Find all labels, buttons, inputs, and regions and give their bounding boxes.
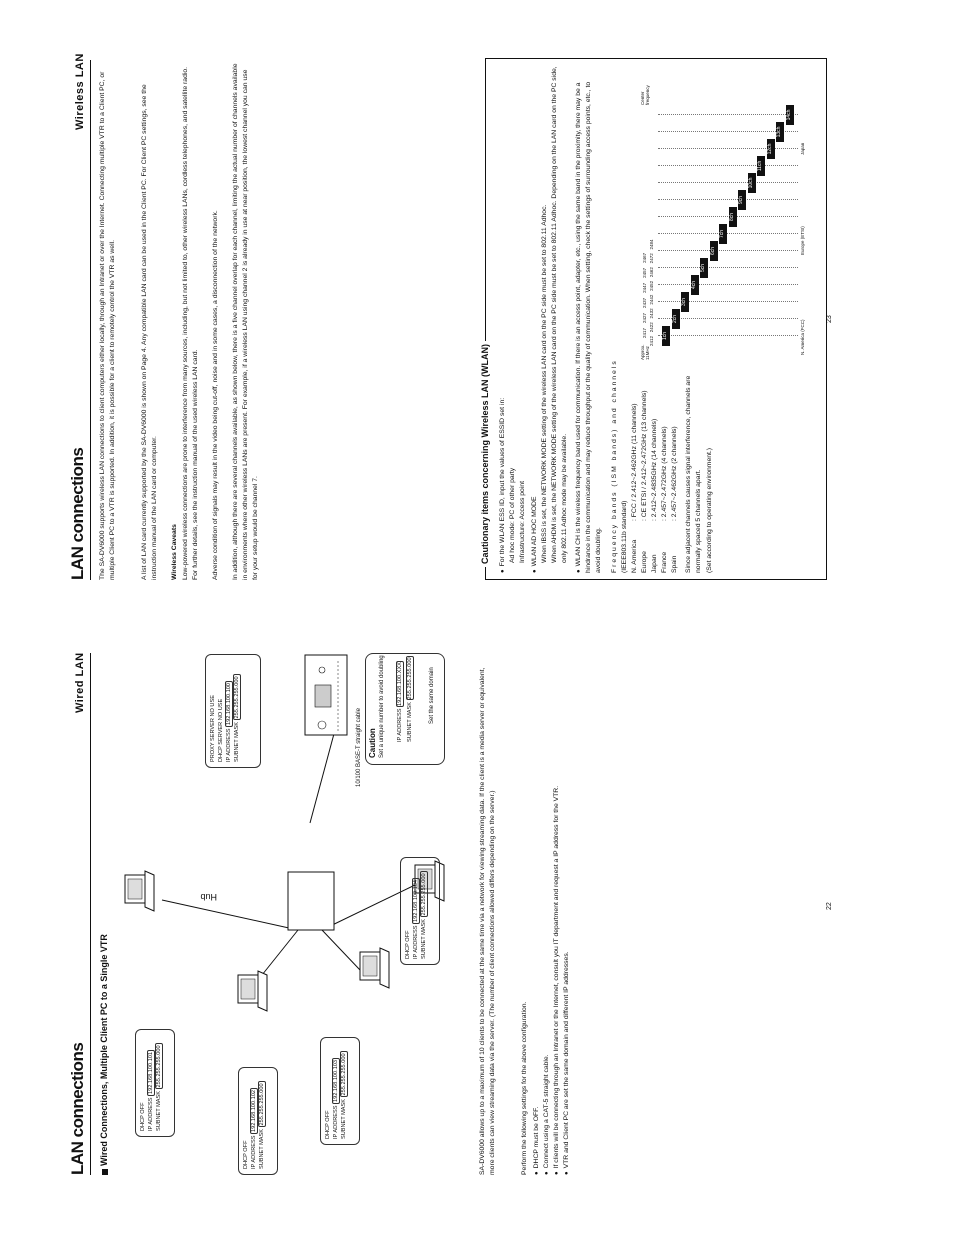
vtr-settings-box <box>205 654 261 768</box>
cable-line <box>322 930 360 970</box>
caveats-paragraph: Low-powered wireless connections are prone to interference from many sources, including, but not limited to, other wireless LANs, cordless telephones, and satellite radio. For further details, see the instruction manual of the used wireless LAN card. <box>182 66 200 580</box>
subnet-mask-row: SUBNET MASK 255.255.255.000 <box>341 1053 347 1139</box>
wired-bullet: ● Connect using a CAT-5 straight cable. <box>542 655 552 1175</box>
left-section-label: Wired LAN <box>74 652 86 713</box>
caution-ip-row: IP ADDRESS 192.168.100.XXX <box>397 662 403 742</box>
ip-address-row: IP ADDRESS 192.168.100.102 <box>251 1089 257 1169</box>
channel-guide-line <box>658 284 798 285</box>
caution-heading: Caution <box>368 728 377 758</box>
wlan-caution-heading: Cautionary items concerning Wireless LAN (WLAN) <box>480 341 490 567</box>
channel-bar: 5ch <box>700 258 708 278</box>
adhoc-ahdm: When AHDM is set, the NETWORK MODE setting of the wireless LAN card on the PC side must be set to 802.11 Adhoc. Depending on the LAN card on the PC side, only 802.11 Adhoc mode may be available. <box>551 66 569 563</box>
channel-guide-line <box>658 250 798 251</box>
vtr-device-icon <box>305 655 347 735</box>
center-frequency-label: Center frequency <box>640 85 650 105</box>
right-title-rule <box>90 60 91 580</box>
channel-guide-line <box>658 114 798 115</box>
freq-standard: (IEEE803.11b standard) <box>621 500 628 573</box>
range-label: Japan <box>800 142 805 155</box>
channel-guide-line <box>658 301 798 302</box>
dhcp-setting: DHCP OFF <box>243 1140 249 1169</box>
caveats-paragraph: In addition, although there are several channels available, as shown below, there is a five channel overlap for each channel, limiting the actual number of channels available in environments where other wireless LANs are present. For example, if a wireless LAN using channel 2 is already in use at near position, the lowest channel you can use for your setup would be channel 7. <box>232 63 260 580</box>
caution-domain-note: Set the same domain <box>429 667 435 724</box>
essid-infrastructure: Infrastructure: Access point <box>519 481 526 563</box>
wired-bullet: ● VTR and Client PC are set the same domain and different IP addresses. <box>562 655 572 1175</box>
channel-bar: 3ch <box>681 292 689 312</box>
channel-guide-line <box>658 233 798 234</box>
proxy-server-setting: PROXY SERVER NO USE <box>210 695 216 762</box>
channel-bar: 6ch <box>710 241 718 261</box>
square-bullet-icon <box>102 1169 108 1175</box>
freq-heading: Frequency bands (ISM bands) and channels <box>611 359 618 573</box>
cable-line <box>310 730 335 823</box>
freq-tick: 2412 <box>649 335 654 346</box>
freq-tick: 2442 <box>649 294 654 305</box>
essid-adhoc: Ad hoc mode: PC of other party <box>509 467 516 563</box>
dhcp-setting: DHCP OFF <box>405 930 411 959</box>
wired-subheading <box>99 934 109 1175</box>
channel-bar: 10ch <box>748 173 756 193</box>
adjacent-channel-note: Since adjacent channels causes signal interference, channels are normally spaced 5 channels apart. <box>685 375 703 573</box>
freq-row: Japan: 2.412~2.4835GHz (14 channels) <box>651 418 658 573</box>
wlan-ch-bullet: ● WLAN CH is the wireless frequency band used for communication. If there is an access point, adapter, etc., using the same band in the proximity, there may be a hindrance in the communication and may reduce throughput or the quality of communication. When setting, check the settings of surrounding access points, etc., to avoid doubling. <box>574 65 605 573</box>
channel-bar: 14ch <box>786 105 794 125</box>
subnet-mask-row: SUBNET MASK 255.255.255.000 <box>156 1045 162 1131</box>
channel-bar: 9ch <box>738 190 746 210</box>
wired-settings-lead: Perform the following settings for the above configuration. <box>521 1001 528 1175</box>
channel-bar: 11ch <box>757 156 765 176</box>
channel-guide-line <box>658 335 798 336</box>
freq-tick: 2472 <box>649 253 654 264</box>
channel-bar: 2ch <box>672 309 680 329</box>
adhoc-bullet: ● WLAN AD HOC MODE <box>530 497 540 574</box>
channel-overlap-chart <box>640 60 820 360</box>
freq-row: Spain: 2.457~2.462GHz (2 channels) <box>671 426 678 573</box>
caution-box <box>365 653 445 765</box>
caution-mask-row: SUBNET MASK 255.255.255.000 <box>407 657 413 742</box>
client-settings-box-2 <box>238 1067 278 1175</box>
freq-tick: 2422 <box>649 322 654 333</box>
freq-tick: 2484 <box>649 239 654 250</box>
channel-bar: 4ch <box>691 275 699 295</box>
adhoc-ibss: When IBSS is set, the NETWORK MODE setting of the wireless LAN card on the PC side must be set to 802.11 Adhoc. <box>541 204 548 563</box>
wired-subheading-text: Wired Connections, Multiple Client PC to a Single VTR <box>99 934 109 1166</box>
freq-tick: 2462 <box>649 267 654 278</box>
cable-line <box>258 930 298 980</box>
channel-guide-line <box>658 182 798 183</box>
right-section-label: Wireless LAN <box>74 53 86 130</box>
client-settings-box-4 <box>400 857 440 965</box>
subnet-mask-row: SUBNET MASK 255.255.255.000 <box>421 873 427 959</box>
freq-tick: 2447 <box>642 282 647 293</box>
right-page-title: LAN connections <box>68 447 87 580</box>
channel-bar: 1ch <box>662 326 670 346</box>
freq-tick: 2457 <box>642 267 647 278</box>
lan-card-paragraph: A list of LAN card currently supported by the SA-DV6000 is shown on Page 4. Any compatible LAN card can be used in the Client PC. For Client PC settings, see the instruction manual of the LAN card or computer. <box>141 84 159 580</box>
laptop-icon <box>238 971 267 1011</box>
ip-address-row: IP ADDRESS 192.168.100.103 <box>333 1059 339 1139</box>
freq-tick: 2437 <box>642 297 647 308</box>
freq-tick: 2432 <box>649 308 654 319</box>
page-number-left: 22 <box>826 902 833 910</box>
subnet-mask-row: SUBNET MASK 255.255.255.000 <box>259 1083 265 1169</box>
range-label: N. America (FCC) <box>800 319 805 355</box>
freq-tick: 2427 <box>642 312 647 323</box>
client-settings-box-3 <box>320 1037 360 1145</box>
laptop-icon <box>360 948 389 988</box>
cable-line <box>162 900 298 930</box>
hub-label: Hub <box>200 892 217 902</box>
channel-guide-line <box>658 267 798 268</box>
wired-bullet: ● DHCP must be OFF. <box>532 655 542 1175</box>
adjacent-channel-note-2: (Set according to operating environment.) <box>706 447 713 573</box>
range-label: Europe (ETSI) <box>800 226 805 255</box>
freq-tick: 2452 <box>649 280 654 291</box>
hub-box <box>288 872 334 930</box>
freq-tick: 2467 <box>642 252 647 263</box>
page-number-right: 23 <box>826 315 833 323</box>
low-freq-row <box>649 240 654 346</box>
wired-intro-paragraph: SA-DV6000 allows up to a maximum of 10 clients to be connected at the same time via a network for viewing streaming data. If the client is a media server or equivalent, more clients can view streaming data via the server. (The number of client connections allowed differs depending on the server.) <box>479 667 497 1175</box>
dhcp-setting: DHCP OFF <box>140 1102 146 1131</box>
freq-row: Europe: CE ETSI / 2.412~2.472GHz (13 channels) <box>641 390 648 573</box>
channel-bar: 13ch <box>776 122 784 142</box>
dhcp-setting: DHCP OFF <box>325 1110 331 1139</box>
channel-guide-line <box>658 165 798 166</box>
dhcp-server-setting: DHCP SERVER NO USE <box>218 698 224 762</box>
essid-bullet: ● For the WLAN ESS ID, input the values of ESSID set in: <box>498 398 508 573</box>
channel-bar: 12ch <box>767 139 775 159</box>
channel-bar: 7ch <box>719 224 727 244</box>
caution-unique-note: Set a unique number to avoid doubling <box>379 655 385 758</box>
wireless-intro-paragraph: The SA-DV6000 supports wireless LAN connections to client computers either locally, through an Intranet or over the Internet. Connecting multiple VTR to a Client PC, or multiple Client PC to a VTR is supported. In addition, it is possible for a client to remotely control the VTR as well. <box>99 71 117 580</box>
ip-address-row: IP ADDRESS 192.168.100.104 <box>413 879 419 959</box>
wired-bullet: ● If clients will be connecting through an Intranet or the Internet, consult you IT department and request a IP address for the VTR. <box>552 655 562 1175</box>
subnet-mask-row: SUBNET MASK 255.255.255.000 <box>234 676 240 762</box>
channel-guide-line <box>658 199 798 200</box>
laptop-icon <box>125 871 154 911</box>
top-freq-row <box>642 253 647 338</box>
freq-row: N. America: FCC / 2.412~2.462GHz (11 channels) <box>631 403 638 573</box>
channel-bar: 8ch <box>729 207 737 227</box>
cable-label: 10/100 BASE-T straight cable <box>356 708 362 787</box>
ip-address-row: IP ADDRESS 192.168.100.101 <box>148 1051 154 1131</box>
caveats-paragraph: Adverse condition of signals may result in the video being cut-off, noise and in some cases, a disconnection of the network. <box>212 210 219 580</box>
freq-row: France: 2.457~2.472GHz (4 channels) <box>661 426 668 573</box>
ip-address-row: IP ADDRESS 192.168.100.100 <box>226 682 232 762</box>
caveats-heading: Wireless Caveats <box>171 524 178 580</box>
left-title-rule <box>90 653 91 1175</box>
client-settings-box-1 <box>135 1029 175 1137</box>
freq-tick: 2417 <box>642 327 647 338</box>
approx-label: Approx. 11MHz <box>640 344 650 360</box>
channel-guide-line <box>658 148 798 149</box>
left-page-title: LAN connections <box>68 1042 87 1175</box>
